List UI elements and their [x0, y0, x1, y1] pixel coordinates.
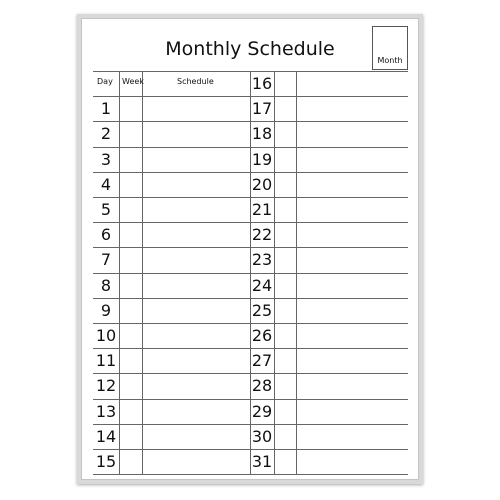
day-number: 19	[251, 149, 273, 169]
day-number: 23	[251, 250, 273, 270]
header-day: Day	[97, 77, 113, 86]
column-divider	[119, 71, 120, 474]
month-box	[372, 26, 408, 70]
day-number: 24	[251, 275, 273, 295]
header-schedule: Schedule	[177, 77, 214, 86]
day-number: 29	[251, 401, 273, 421]
day-number: 12	[95, 376, 117, 396]
day-number: 28	[251, 376, 273, 396]
day-number: 20	[251, 174, 273, 194]
day-number: 15	[95, 452, 117, 471]
row-divider	[93, 474, 408, 475]
day-number: 3	[100, 149, 112, 169]
day-number: 11	[95, 351, 117, 371]
day-number: 2	[100, 124, 112, 144]
column-divider	[142, 71, 143, 474]
day-number: 31	[251, 452, 273, 471]
day-number: 8	[100, 275, 112, 295]
header-week: Week	[122, 77, 144, 86]
day-number: 16	[251, 74, 273, 93]
day-number: 7	[100, 250, 112, 270]
day-number: 30	[251, 426, 273, 446]
day-number: 22	[251, 225, 273, 245]
monthly-schedule-board	[81, 18, 419, 480]
day-number: 1	[100, 99, 112, 119]
board-title: Monthly Schedule	[165, 38, 335, 60]
day-number: 26	[251, 326, 273, 345]
day-number: 21	[251, 200, 273, 219]
day-number: 18	[251, 124, 273, 144]
column-divider	[296, 71, 297, 474]
day-number: 13	[95, 401, 117, 421]
day-number: 5	[100, 200, 112, 219]
whiteboard-frame	[77, 14, 423, 484]
day-number: 25	[251, 300, 273, 320]
day-number: 14	[95, 426, 117, 446]
day-number: 27	[251, 351, 273, 371]
month-label: Month	[377, 56, 403, 65]
day-number: 10	[95, 326, 117, 345]
day-number: 4	[100, 174, 112, 194]
day-number: 9	[100, 300, 112, 320]
day-number: 6	[100, 225, 112, 245]
day-number: 17	[251, 99, 273, 119]
